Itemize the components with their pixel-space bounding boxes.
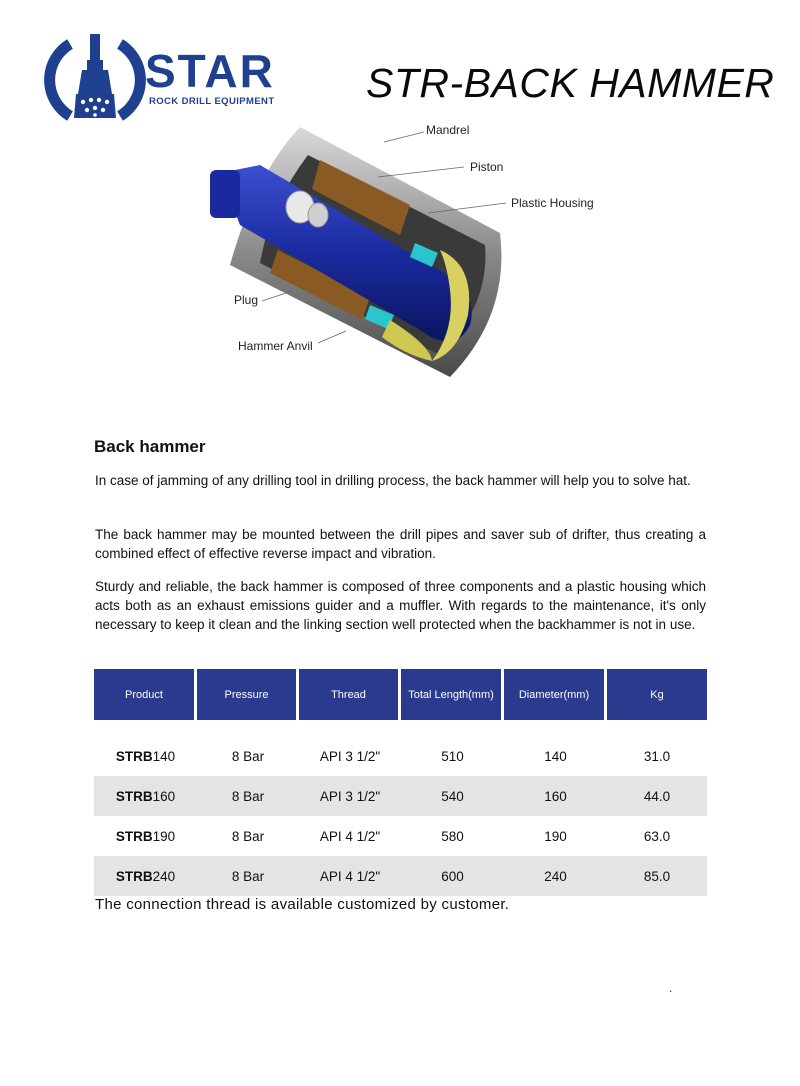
cell-pressure: 8 Bar bbox=[231, 788, 265, 804]
footer-note: The connection thread is available customized by customer. bbox=[95, 896, 510, 913]
cell-diameter: 140 bbox=[544, 748, 567, 764]
col-kg: Kg bbox=[607, 669, 707, 720]
cell-length: 510 bbox=[441, 748, 464, 764]
cell-product: STRB140 bbox=[115, 748, 176, 764]
cell-pressure: 8 Bar bbox=[231, 828, 265, 844]
table-row bbox=[94, 816, 707, 856]
cell-diameter: 190 bbox=[544, 828, 567, 844]
page-title: STR-BACK HAMMER bbox=[366, 60, 775, 106]
col-product: Product bbox=[94, 669, 194, 720]
table-row bbox=[94, 736, 707, 776]
cell-length: 540 bbox=[441, 788, 464, 804]
cell-kg: 63.0 bbox=[643, 828, 671, 844]
col-pressure: Pressure bbox=[197, 669, 296, 720]
cell-pressure: 8 Bar bbox=[231, 868, 265, 884]
cell-length: 600 bbox=[441, 868, 464, 884]
brand-name: STAR bbox=[145, 45, 275, 97]
table-row bbox=[94, 856, 707, 896]
cell-product: STRB160 bbox=[115, 788, 176, 804]
cell-kg: 44.0 bbox=[643, 788, 671, 804]
paragraph-3: Sturdy and reliable, the back hammer is composed of three components and a plastic housing which acts both as an exhaust emissions guider and a muffler. With regards to the maintenance, it's only necessary to keep it clean and the linking section well protected when the backhammer is not in use. bbox=[95, 579, 706, 632]
cell-thread: API 3 1/2" bbox=[319, 788, 381, 804]
cell-diameter: 160 bbox=[544, 788, 567, 804]
cell-length: 580 bbox=[441, 828, 464, 844]
brand-logo bbox=[40, 34, 290, 124]
spec-table bbox=[94, 669, 707, 896]
cell-pressure: 8 Bar bbox=[231, 748, 265, 764]
cell-kg: 31.0 bbox=[643, 748, 671, 764]
cell-diameter: 240 bbox=[544, 868, 567, 884]
col-thread: Thread bbox=[299, 669, 398, 720]
cell-thread: API 3 1/2" bbox=[319, 748, 381, 764]
cell-product: STRB240 bbox=[115, 868, 176, 884]
cell-product: STRB190 bbox=[115, 828, 176, 844]
table-row bbox=[94, 776, 707, 816]
cell-kg: 85.0 bbox=[643, 868, 671, 884]
col-diameter: Diameter(mm) bbox=[504, 669, 604, 720]
drill-bit-logo-icon bbox=[40, 34, 150, 124]
section-heading: Back hammer bbox=[94, 437, 206, 456]
col-total-length: Total Length(mm) bbox=[401, 669, 501, 720]
label-plastic-housing: Plastic Housing bbox=[511, 196, 594, 210]
cell-thread: API 4 1/2" bbox=[319, 868, 381, 884]
back-hammer-cutaway-diagram bbox=[200, 115, 620, 390]
label-plug: Plug bbox=[234, 293, 259, 307]
label-hammer-anvil: Hammer Anvil bbox=[238, 339, 313, 353]
table-header bbox=[94, 669, 707, 720]
paragraph-2: The back hammer may be mounted between the drill pipes and saver sub of drifter, thus creating a combined effect of effective reverse impact and vibration. bbox=[95, 527, 706, 561]
paragraph-1: In case of jamming of any drilling tool in drilling process, the back hammer will help you to solve hat. bbox=[95, 473, 691, 488]
label-piston: Piston bbox=[470, 160, 504, 174]
cell-thread: API 4 1/2" bbox=[319, 828, 381, 844]
brand-tagline: ROCK DRILL EQUIPMENT bbox=[149, 96, 275, 107]
stray-mark: . bbox=[669, 981, 673, 995]
label-mandrel: Mandrel bbox=[426, 123, 470, 137]
